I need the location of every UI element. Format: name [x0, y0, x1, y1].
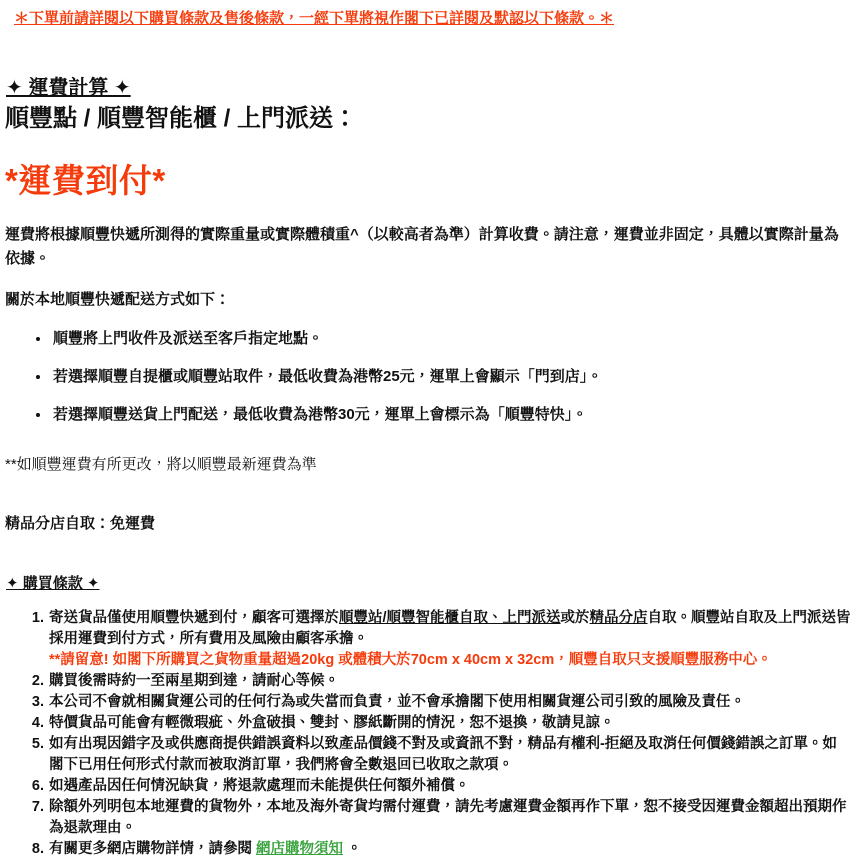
- purchase-terms-list: [5, 608, 851, 860]
- term1-segment: 或於: [560, 609, 590, 626]
- freight-collect-highlight: *運費到付*: [5, 162, 166, 200]
- term1-underlined-pickup-options: 順豐站/順豐智能櫃自取、上門派送: [339, 609, 561, 626]
- top-notice-banner: ＊下單前請詳閱以下購買條款及售後條款，一經下單將視作閣下已詳閱及默認以下條款。＊: [14, 10, 615, 27]
- term1-weight-size-warning: **請留意! 如閣下所購買之貨物重量超過20kg 或體積大於70cm x 40cm x 32cm，順豐自取只支援順豐服務中心。: [49, 651, 772, 668]
- shipping-fee-heading: ✦ 運費計算 ✦: [6, 76, 131, 99]
- online-shopping-guide-link[interactable]: 網店購物須知: [256, 840, 344, 857]
- term8-segment: 有關更多網店購物詳情，請參閱: [49, 840, 257, 857]
- term-item-3: 3. 本公司不會就相關貨運公司的任何行為或失當而負責，並不會承擔閣下使用相關貨運公司引致的風險及責任。: [48, 692, 851, 713]
- purchase-terms-heading: ✦ 購買條款 ✦: [6, 575, 100, 593]
- term-item-7: 7. 除額外列明包本地運費的貨物外，本地及海外寄貨均需付運費，請先考慮運費金額再作下單，恕不接受因運費金額超出預期作為退款理由。: [48, 797, 851, 839]
- term1-segment: 寄送貨品僅使用順豐快遞到付，顧客可選擇於: [49, 609, 339, 626]
- term-item-2: 2. 購買後需時約一至兩星期到達，請耐心等候。: [48, 671, 851, 692]
- term-item-4: 4. 特價貨品可能會有輕微瑕疵、外盒破損、雙封、膠紙斷開的情況，恕不退換，敬請見諒。: [48, 713, 851, 734]
- term-item-5: 5. 如有出現因錯字及或供應商提供錯誤資料以致產品價錢不對及或資訊不對，精品有權利-拒絕及取消任何價錢錯誤之訂單。如閣下已用任何形式付款而被取消訂單，我們將會全數退回已收取之款項。: [48, 734, 851, 776]
- list-item: • 若選擇順豐自提櫃或順豐站取件，最低收費為港幣25元，運單上會顯示「門到店」。: [51, 366, 851, 387]
- term1-segment: 自取。順豐站自取及上門派送皆採用運費到付方式，所有費用及風險由顧客承擔。: [49, 609, 851, 647]
- fee-change-note: **如順豐運費有所更改，將以順豐最新運費為準: [5, 456, 317, 474]
- term-item-8: [48, 839, 851, 860]
- term1-underlined-boutique: 精品分店: [589, 609, 648, 626]
- list-item: • 若選擇順豐送貨上門配送，最低收費為港幣30元，運單上會標示為「順豐特快」。: [51, 404, 851, 425]
- delivery-methods-subheading: 順豐點 / 順豐智能櫃 / 上門派送：: [5, 104, 358, 132]
- term-item-6: 6. 如遇產品因任何情況缺貨，將退款處理而未能提供任何額外補償。: [48, 776, 851, 797]
- term-item-1: [48, 608, 851, 671]
- delivery-methods-list: [5, 328, 851, 425]
- term8-segment: 。: [343, 840, 362, 857]
- list-item: • 順豐將上門收件及派送至客戶指定地點。: [51, 328, 851, 349]
- delivery-methods-intro: 關於本地順豐快遞配送方式如下：: [5, 291, 231, 309]
- store-pickup-free-shipping: 精品分店自取：免運費: [5, 515, 156, 533]
- fee-calculation-paragraph: 運費將根據順豐快遞所測得的實際重量或實際體積重^（以較高者為準）計算收費。請注意，運費並非固定，具體以實際計量為依據。: [5, 226, 839, 268]
